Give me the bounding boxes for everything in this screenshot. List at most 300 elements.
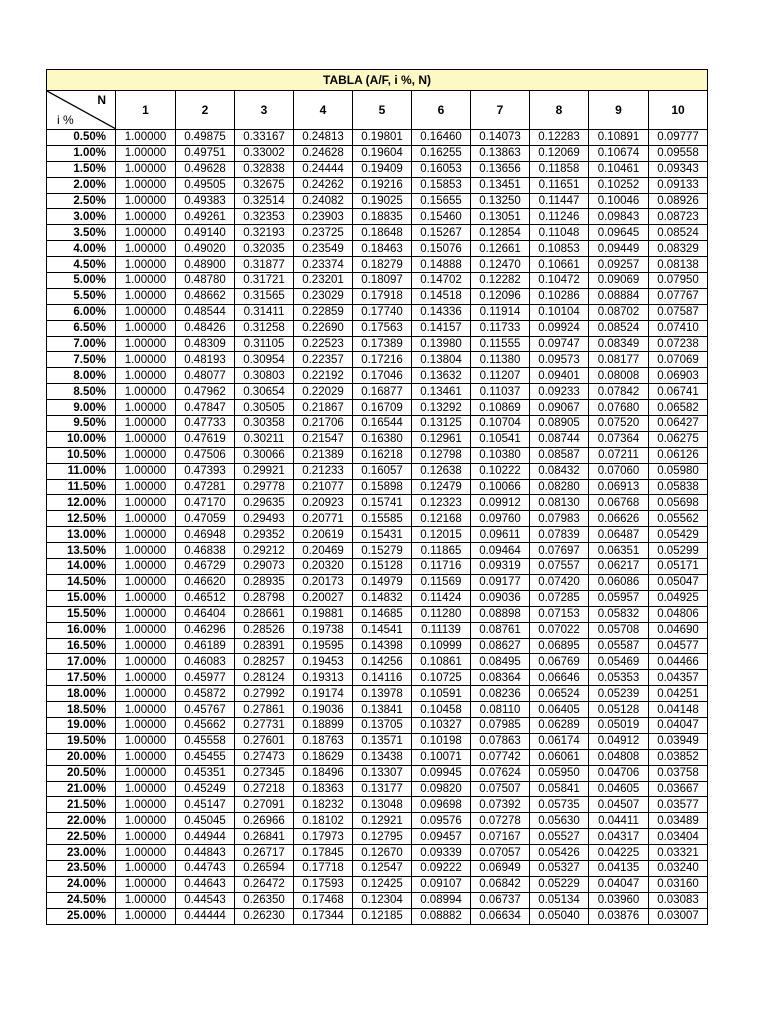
rate-cell: 16.50% <box>47 638 116 654</box>
factor-cell: 1.00000 <box>116 257 176 273</box>
factor-cell: 0.18463 <box>353 241 412 257</box>
factor-cell: 0.48193 <box>176 352 235 368</box>
table-row <box>47 733 708 749</box>
factor-cell: 0.08926 <box>649 193 708 209</box>
table-row <box>47 892 708 908</box>
factor-cell: 0.07057 <box>471 845 530 861</box>
factor-cell: 0.17216 <box>353 352 412 368</box>
factor-cell: 0.04808 <box>589 749 649 765</box>
factor-cell: 0.08994 <box>412 892 471 908</box>
factor-cell: 0.06487 <box>589 527 649 543</box>
factor-cell: 0.17740 <box>353 304 412 320</box>
factor-cell: 0.26841 <box>235 829 294 845</box>
factor-cell: 1.00000 <box>116 336 176 352</box>
table-row <box>47 574 708 590</box>
factor-cell: 0.20469 <box>294 543 353 559</box>
factor-cell: 0.05832 <box>589 606 649 622</box>
table-row <box>47 479 708 495</box>
factor-cell: 0.07278 <box>471 813 530 829</box>
rate-cell: 24.50% <box>47 892 116 908</box>
factor-cell: 0.23725 <box>294 225 353 241</box>
factor-cell: 0.18279 <box>353 257 412 273</box>
factor-cell: 0.29073 <box>235 559 294 575</box>
rate-cell: 20.00% <box>47 749 116 765</box>
factor-cell: 0.45351 <box>176 765 235 781</box>
factor-cell: 0.29921 <box>235 463 294 479</box>
factor-cell: 0.15898 <box>353 479 412 495</box>
column-header-9: 9 <box>589 91 649 130</box>
factor-cell: 1.00000 <box>116 209 176 225</box>
factor-cell: 0.13980 <box>412 336 471 352</box>
factor-cell: 0.20320 <box>294 559 353 575</box>
factor-cell: 1.00000 <box>116 781 176 797</box>
factor-cell: 0.09107 <box>412 876 471 892</box>
factor-cell: 0.05841 <box>530 781 589 797</box>
factor-cell: 0.19036 <box>294 702 353 718</box>
factor-cell: 0.05980 <box>649 463 708 479</box>
rate-cell: 14.50% <box>47 574 116 590</box>
factor-cell: 0.06626 <box>589 511 649 527</box>
factor-cell: 0.05299 <box>649 543 708 559</box>
table-row <box>47 288 708 304</box>
rate-cell: 3.50% <box>47 225 116 241</box>
table-row <box>47 590 708 606</box>
factor-cell: 0.18102 <box>294 813 353 829</box>
rate-cell: 6.00% <box>47 304 116 320</box>
factor-cell: 0.28798 <box>235 590 294 606</box>
factor-cell: 1.00000 <box>116 765 176 781</box>
factor-cell: 0.16218 <box>353 447 412 463</box>
factor-cell: 0.24444 <box>294 161 353 177</box>
factor-cell: 0.13125 <box>412 416 471 432</box>
factor-cell: 0.12425 <box>353 876 412 892</box>
factor-cell: 0.09257 <box>589 257 649 273</box>
factor-cell: 0.31877 <box>235 257 294 273</box>
factor-cell: 0.04706 <box>589 765 649 781</box>
rate-cell: 11.00% <box>47 463 116 479</box>
column-header-5: 5 <box>353 91 412 130</box>
factor-cell: 0.13461 <box>412 384 471 400</box>
table-row <box>47 511 708 527</box>
factor-cell: 0.14256 <box>353 654 412 670</box>
factor-cell: 0.49875 <box>176 130 235 146</box>
factor-cell: 0.08280 <box>530 479 589 495</box>
factor-cell: 0.05527 <box>530 829 589 845</box>
factor-cell: 0.05353 <box>589 670 649 686</box>
rate-cell: 17.00% <box>47 654 116 670</box>
factor-cell: 0.46189 <box>176 638 235 654</box>
factor-cell: 0.26717 <box>235 845 294 861</box>
factor-cell: 0.19604 <box>353 145 412 161</box>
factor-cell: 0.05019 <box>589 717 649 733</box>
table-row <box>47 702 708 718</box>
table-row <box>47 749 708 765</box>
factor-cell: 0.09319 <box>471 559 530 575</box>
factor-cell: 0.06405 <box>530 702 589 718</box>
factor-cell: 0.08130 <box>530 495 589 511</box>
factor-cell: 0.47619 <box>176 431 235 447</box>
factor-cell: 0.10869 <box>471 400 530 416</box>
factor-cell: 0.04912 <box>589 733 649 749</box>
factor-cell: 0.16544 <box>353 416 412 432</box>
factor-cell: 0.09576 <box>412 813 471 829</box>
table-row <box>47 686 708 702</box>
factor-cell: 0.08898 <box>471 606 530 622</box>
rate-cell: 11.50% <box>47 479 116 495</box>
factor-cell: 0.12638 <box>412 463 471 479</box>
factor-cell: 0.04357 <box>649 670 708 686</box>
factor-cell: 1.00000 <box>116 797 176 813</box>
factor-cell: 0.10861 <box>412 654 471 670</box>
table-row <box>47 177 708 193</box>
factor-cell: 1.00000 <box>116 876 176 892</box>
column-header-2: 2 <box>176 91 235 130</box>
factor-cell: 0.19881 <box>294 606 353 622</box>
factor-cell: 0.21389 <box>294 447 353 463</box>
table-row <box>47 130 708 146</box>
factor-cell: 0.48544 <box>176 304 235 320</box>
factor-cell: 0.11914 <box>471 304 530 320</box>
table-row <box>47 559 708 575</box>
factor-cell: 0.08761 <box>471 622 530 638</box>
factor-cell: 0.23903 <box>294 209 353 225</box>
factor-cell: 0.04148 <box>649 702 708 718</box>
factor-cell: 0.07410 <box>649 320 708 336</box>
factor-cell: 0.49261 <box>176 209 235 225</box>
factor-cell: 0.32035 <box>235 241 294 257</box>
factor-cell: 1.00000 <box>116 273 176 289</box>
factor-cell: 0.10472 <box>530 273 589 289</box>
factor-cell: 0.04577 <box>649 638 708 654</box>
rate-cell: 8.50% <box>47 384 116 400</box>
factor-cell: 0.07842 <box>589 384 649 400</box>
factor-cell: 0.32514 <box>235 193 294 209</box>
factor-cell: 0.48662 <box>176 288 235 304</box>
factor-cell: 0.09945 <box>412 765 471 781</box>
factor-cell: 1.00000 <box>116 304 176 320</box>
factor-cell: 1.00000 <box>116 447 176 463</box>
factor-cell: 0.18648 <box>353 225 412 241</box>
factor-cell: 0.32353 <box>235 209 294 225</box>
factor-cell: 0.30505 <box>235 400 294 416</box>
rate-cell: 7.50% <box>47 352 116 368</box>
factor-cell: 1.00000 <box>116 543 176 559</box>
factor-cell: 0.09912 <box>471 495 530 511</box>
factor-cell: 0.47393 <box>176 463 235 479</box>
factor-cell: 0.27731 <box>235 717 294 733</box>
rate-cell: 1.50% <box>47 161 116 177</box>
factor-cell: 0.16255 <box>412 145 471 161</box>
factor-cell: 0.32838 <box>235 161 294 177</box>
factor-cell: 0.04135 <box>589 860 649 876</box>
factor-cell: 0.10066 <box>471 479 530 495</box>
factor-cell: 0.48077 <box>176 368 235 384</box>
factor-cell: 0.49383 <box>176 193 235 209</box>
factor-cell: 1.00000 <box>116 130 176 146</box>
factor-cell: 0.07863 <box>471 733 530 749</box>
factor-cell: 0.48780 <box>176 273 235 289</box>
factor-cell: 0.30358 <box>235 416 294 432</box>
rate-cell: 18.00% <box>47 686 116 702</box>
factor-cell: 0.24082 <box>294 193 353 209</box>
factor-cell: 0.10725 <box>412 670 471 686</box>
factor-cell: 0.19738 <box>294 622 353 638</box>
factor-cell: 0.46083 <box>176 654 235 670</box>
factor-cell: 0.10046 <box>589 193 649 209</box>
factor-cell: 0.06126 <box>649 447 708 463</box>
factor-cell: 0.07950 <box>649 273 708 289</box>
rate-cell: 15.50% <box>47 606 116 622</box>
factor-cell: 0.07624 <box>471 765 530 781</box>
factor-cell: 1.00000 <box>116 241 176 257</box>
factor-cell: 0.05426 <box>530 845 589 861</box>
factor-cell: 0.30211 <box>235 431 294 447</box>
factor-cell: 0.16057 <box>353 463 412 479</box>
table-row <box>47 813 708 829</box>
factor-cell: 0.17918 <box>353 288 412 304</box>
factor-cell: 0.04466 <box>649 654 708 670</box>
factor-cell: 0.11555 <box>471 336 530 352</box>
factor-cell: 1.00000 <box>116 829 176 845</box>
factor-cell: 0.14685 <box>353 606 412 622</box>
factor-cell: 0.13048 <box>353 797 412 813</box>
factor-cell: 0.03667 <box>649 781 708 797</box>
factor-cell: 0.13863 <box>471 145 530 161</box>
factor-cell: 0.22859 <box>294 304 353 320</box>
factor-cell: 0.44743 <box>176 860 235 876</box>
factor-cell: 1.00000 <box>116 463 176 479</box>
rate-cell: 13.00% <box>47 527 116 543</box>
factor-cell: 0.19409 <box>353 161 412 177</box>
column-header-7: 7 <box>471 91 530 130</box>
factor-cell: 0.13632 <box>412 368 471 384</box>
table-row <box>47 845 708 861</box>
table-row <box>47 431 708 447</box>
rate-cell: 4.00% <box>47 241 116 257</box>
factor-cell: 0.09133 <box>649 177 708 193</box>
factor-cell: 0.49628 <box>176 161 235 177</box>
factor-cell: 0.03876 <box>589 908 649 924</box>
factor-cell: 0.10104 <box>530 304 589 320</box>
factor-cell: 0.09401 <box>530 368 589 384</box>
rate-cell: 21.00% <box>47 781 116 797</box>
factor-cell: 0.05957 <box>589 590 649 606</box>
factor-cell: 0.20619 <box>294 527 353 543</box>
factor-cell: 0.19313 <box>294 670 353 686</box>
factor-cell: 0.04047 <box>649 717 708 733</box>
factor-cell: 0.15460 <box>412 209 471 225</box>
factor-cell: 0.05562 <box>649 511 708 527</box>
factor-cell: 0.10286 <box>530 288 589 304</box>
factor-cell: 0.13656 <box>471 161 530 177</box>
factor-cell: 0.14702 <box>412 273 471 289</box>
column-header-1: 1 <box>116 91 176 130</box>
factor-cell: 0.44444 <box>176 908 235 924</box>
factor-cell: 0.32675 <box>235 177 294 193</box>
column-header-8: 8 <box>530 91 589 130</box>
table-row <box>47 622 708 638</box>
factor-cell: 0.17845 <box>294 845 353 861</box>
factor-cell: 0.12795 <box>353 829 412 845</box>
factor-cell: 1.00000 <box>116 495 176 511</box>
factor-cell: 0.13571 <box>353 733 412 749</box>
factor-cell: 0.18496 <box>294 765 353 781</box>
factor-cell: 0.27091 <box>235 797 294 813</box>
table-row <box>47 145 708 161</box>
factor-cell: 0.22192 <box>294 368 353 384</box>
factor-cell: 0.05171 <box>649 559 708 575</box>
rate-cell: 6.50% <box>47 320 116 336</box>
factor-cell: 0.29352 <box>235 527 294 543</box>
factor-cell: 1.00000 <box>116 559 176 575</box>
table-row <box>47 654 708 670</box>
factor-cell: 0.14157 <box>412 320 471 336</box>
factor-cell: 0.44843 <box>176 845 235 861</box>
factor-cell: 0.05838 <box>649 479 708 495</box>
factor-cell: 0.09036 <box>471 590 530 606</box>
factor-cell: 1.00000 <box>116 320 176 336</box>
table-row <box>47 797 708 813</box>
factor-cell: 1.00000 <box>116 416 176 432</box>
factor-cell: 0.17468 <box>294 892 353 908</box>
factor-cell: 0.07285 <box>530 590 589 606</box>
factor-cell: 0.46948 <box>176 527 235 543</box>
factor-cell: 0.12323 <box>412 495 471 511</box>
factor-cell: 0.08905 <box>530 416 589 432</box>
factor-cell: 0.45147 <box>176 797 235 813</box>
factor-cell: 0.08627 <box>471 638 530 654</box>
factor-cell: 0.29212 <box>235 543 294 559</box>
factor-cell: 0.27473 <box>235 749 294 765</box>
factor-cell: 0.10674 <box>589 145 649 161</box>
factor-cell: 0.14979 <box>353 574 412 590</box>
factor-cell: 0.14541 <box>353 622 412 638</box>
factor-cell: 1.00000 <box>116 860 176 876</box>
factor-cell: 1.00000 <box>116 161 176 177</box>
factor-cell: 0.08329 <box>649 241 708 257</box>
factor-cell: 0.05229 <box>530 876 589 892</box>
factor-cell: 0.19174 <box>294 686 353 702</box>
factor-cell: 0.26472 <box>235 876 294 892</box>
factor-cell: 1.00000 <box>116 670 176 686</box>
factor-cell: 0.10327 <box>412 717 471 733</box>
rate-cell: 0.50% <box>47 130 116 146</box>
factor-cell: 0.22029 <box>294 384 353 400</box>
factor-cell: 0.12096 <box>471 288 530 304</box>
factor-cell: 0.09069 <box>589 273 649 289</box>
factor-cell: 0.06769 <box>530 654 589 670</box>
factor-cell: 0.16380 <box>353 431 412 447</box>
factor-cell: 0.22357 <box>294 352 353 368</box>
factor-cell: 1.00000 <box>116 400 176 416</box>
factor-cell: 1.00000 <box>116 527 176 543</box>
factor-cell: 0.09573 <box>530 352 589 368</box>
factor-cell: 0.06275 <box>649 431 708 447</box>
factor-cell: 0.14073 <box>471 130 530 146</box>
factor-cell: 0.03240 <box>649 860 708 876</box>
factor-cell: 0.13177 <box>353 781 412 797</box>
factor-cell: 0.07587 <box>649 304 708 320</box>
factor-cell: 0.11865 <box>412 543 471 559</box>
table-row <box>47 606 708 622</box>
factor-cell: 1.00000 <box>116 177 176 193</box>
factor-cell: 0.03160 <box>649 876 708 892</box>
factor-cell: 0.11037 <box>471 384 530 400</box>
rate-cell: 5.50% <box>47 288 116 304</box>
factor-cell: 0.18835 <box>353 209 412 225</box>
factor-cell: 0.06949 <box>471 860 530 876</box>
factor-cell: 0.13705 <box>353 717 412 733</box>
factor-cell: 0.05239 <box>589 686 649 702</box>
factor-cell: 0.14398 <box>353 638 412 654</box>
factor-cell: 0.15655 <box>412 193 471 209</box>
n-label: N <box>97 93 106 107</box>
factor-cell: 0.06646 <box>530 670 589 686</box>
factor-cell: 0.11207 <box>471 368 530 384</box>
column-header-10: 10 <box>649 91 708 130</box>
factor-cell: 0.07211 <box>589 447 649 463</box>
factor-cell: 0.48900 <box>176 257 235 273</box>
table-row <box>47 638 708 654</box>
factor-cell: 0.10252 <box>589 177 649 193</box>
factor-cell: 0.14832 <box>353 590 412 606</box>
i-label: i % <box>57 113 74 127</box>
factor-cell: 0.47847 <box>176 400 235 416</box>
factor-cell: 0.47281 <box>176 479 235 495</box>
factor-cell: 0.27992 <box>235 686 294 702</box>
factor-cell: 0.05698 <box>649 495 708 511</box>
corner-header <box>47 91 116 130</box>
factor-cell: 0.09233 <box>530 384 589 400</box>
table-row <box>47 241 708 257</box>
factor-cell: 0.06061 <box>530 749 589 765</box>
factor-cell: 0.04047 <box>589 876 649 892</box>
factor-cell: 0.16877 <box>353 384 412 400</box>
factor-cell: 0.08587 <box>530 447 589 463</box>
factor-cell: 0.17718 <box>294 860 353 876</box>
factor-cell: 0.18629 <box>294 749 353 765</box>
factor-cell: 0.31721 <box>235 273 294 289</box>
factor-cell: 0.33002 <box>235 145 294 161</box>
factor-cell: 0.32193 <box>235 225 294 241</box>
factor-cell: 0.08432 <box>530 463 589 479</box>
rate-cell: 20.50% <box>47 765 116 781</box>
table-row <box>47 352 708 368</box>
factor-cell: 1.00000 <box>116 702 176 718</box>
table-row <box>47 304 708 320</box>
factor-cell: 0.07697 <box>530 543 589 559</box>
factor-cell: 0.49140 <box>176 225 235 241</box>
rate-cell: 14.00% <box>47 559 116 575</box>
factor-cell: 0.26594 <box>235 860 294 876</box>
factor-cell: 0.44543 <box>176 892 235 908</box>
factor-cell: 0.10458 <box>412 702 471 718</box>
factor-cell: 0.45872 <box>176 686 235 702</box>
table-row <box>47 273 708 289</box>
table-row <box>47 527 708 543</box>
factor-cell: 0.03007 <box>649 908 708 924</box>
factor-cell: 0.06524 <box>530 686 589 702</box>
rate-cell: 1.00% <box>47 145 116 161</box>
factor-cell: 0.26966 <box>235 813 294 829</box>
factor-cell: 0.49020 <box>176 241 235 257</box>
factor-cell: 0.11424 <box>412 590 471 606</box>
rate-cell: 8.00% <box>47 368 116 384</box>
factor-cell: 0.47733 <box>176 416 235 432</box>
factor-cell: 0.03949 <box>649 733 708 749</box>
af-factor-table <box>46 69 708 925</box>
factor-cell: 0.09843 <box>589 209 649 225</box>
